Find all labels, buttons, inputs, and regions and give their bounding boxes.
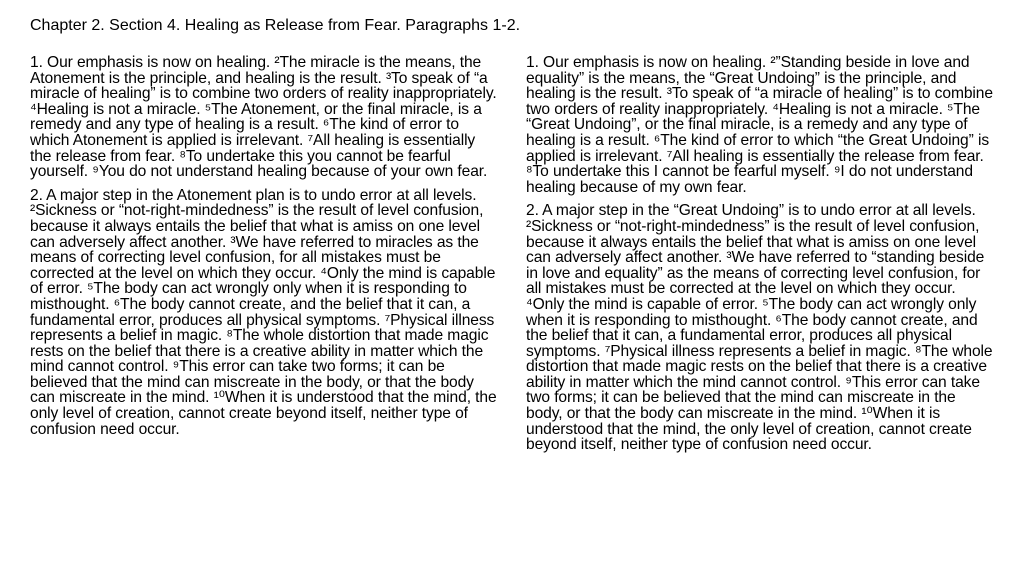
left-column-original-text bbox=[30, 55, 500, 445]
right-paragraph-2: 2. A major step in the “Great Undoing” is to undo error at all levels. ²Sickness or “not-right-mindedness” is the result of level confusion, because it always entails the belief that what is amiss on one level can adversely affect another. ³We have referred to “standing beside in love and equality” as the means of correcting level confusion, for all mistakes must be corrected at the level on which they occur. ⁴Only the mind is capable of error. ⁵The body can act wrongly only when it is responding to misthought. ⁶The body cannot create, and the belief that it can, a fundamental error, produces all physical symptoms. ⁷Physical illness represents a belief in magic. ⁸The whole distortion that made magic rests on the belief that there is a creative ability in matter which the mind cannot control. ⁹This error can take two forms; it can be believed that the mind can miscreate in the body, or that the body can miscreate in the mind. ¹⁰When it is understood that the mind, the only level of creation, cannot create beyond itself, neither type of confusion need occur. bbox=[526, 202, 993, 454]
left-paragraph-1: 1. Our emphasis is now on healing. ²The miracle is the means, the Atonement is the principle, and healing is the result. ³To speak of “a miracle of healing” is to combine two orders of reality inappropriately. ⁴Healing is not a miracle. ⁵The Atonement, or the final miracle, is a remedy and any type of healing is a result. ⁶The kind of error to which Atonement is applied is irrelevant. ⁷All healing is essentially the release from fear. ⁸To undertake this you cannot be fearful yourself. ⁹You do not understand healing because of your own fear. bbox=[30, 54, 497, 181]
slide-title: Chapter 2. Section 4. Healing as Release from Fear. Paragraphs 1-2. bbox=[30, 17, 521, 34]
right-paragraph-1: 1. Our emphasis is now on healing. ²”Standing beside in love and equality” is the means, the “Great Undoing” is the principle, and healing is the result. ³To speak of “a miracle of healing” is to combine two orders of reality inappropriately. ⁴Healing is not a miracle. ⁵The “Great Undoing”, or the final miracle, is a remedy and any type of healing is a result. ⁶The kind of error to which “the Great Undoing” is applied is irrelevant. ⁷All healing is essentially the release from fear. ⁸To undertake this I cannot be fearful myself. ⁹I do not understand healing because of my own fear. bbox=[526, 54, 993, 196]
right-column-revised-text bbox=[526, 55, 996, 461]
left-paragraph-2: 2. A major step in the Atonement plan is to undo error at all levels. ²Sickness or “not-right-mindedness” is the result of level confusion, because it always entails the belief that what is amiss on one level can adversely affect another. ³We have referred to miracles as the means of correcting level confusion, for all mistakes must be corrected at the level on which they occur. ⁴Only the mind is capable of error. ⁵The body can act wrongly only when it is responding to misthought. ⁶The body cannot create, and the belief that it can, a fundamental error, produces all physical symptoms. ⁷Physical illness represents a belief in magic. ⁸The whole distortion that made magic rests on the belief that there is a creative ability in matter which the mind cannot control. ⁹This error can take two forms; it can be believed that the mind can miscreate in the body, or that the body can miscreate in the mind. ¹⁰When it is understood that the mind, the only level of creation, cannot create beyond itself, neither type of confusion need occur. bbox=[30, 186, 497, 438]
